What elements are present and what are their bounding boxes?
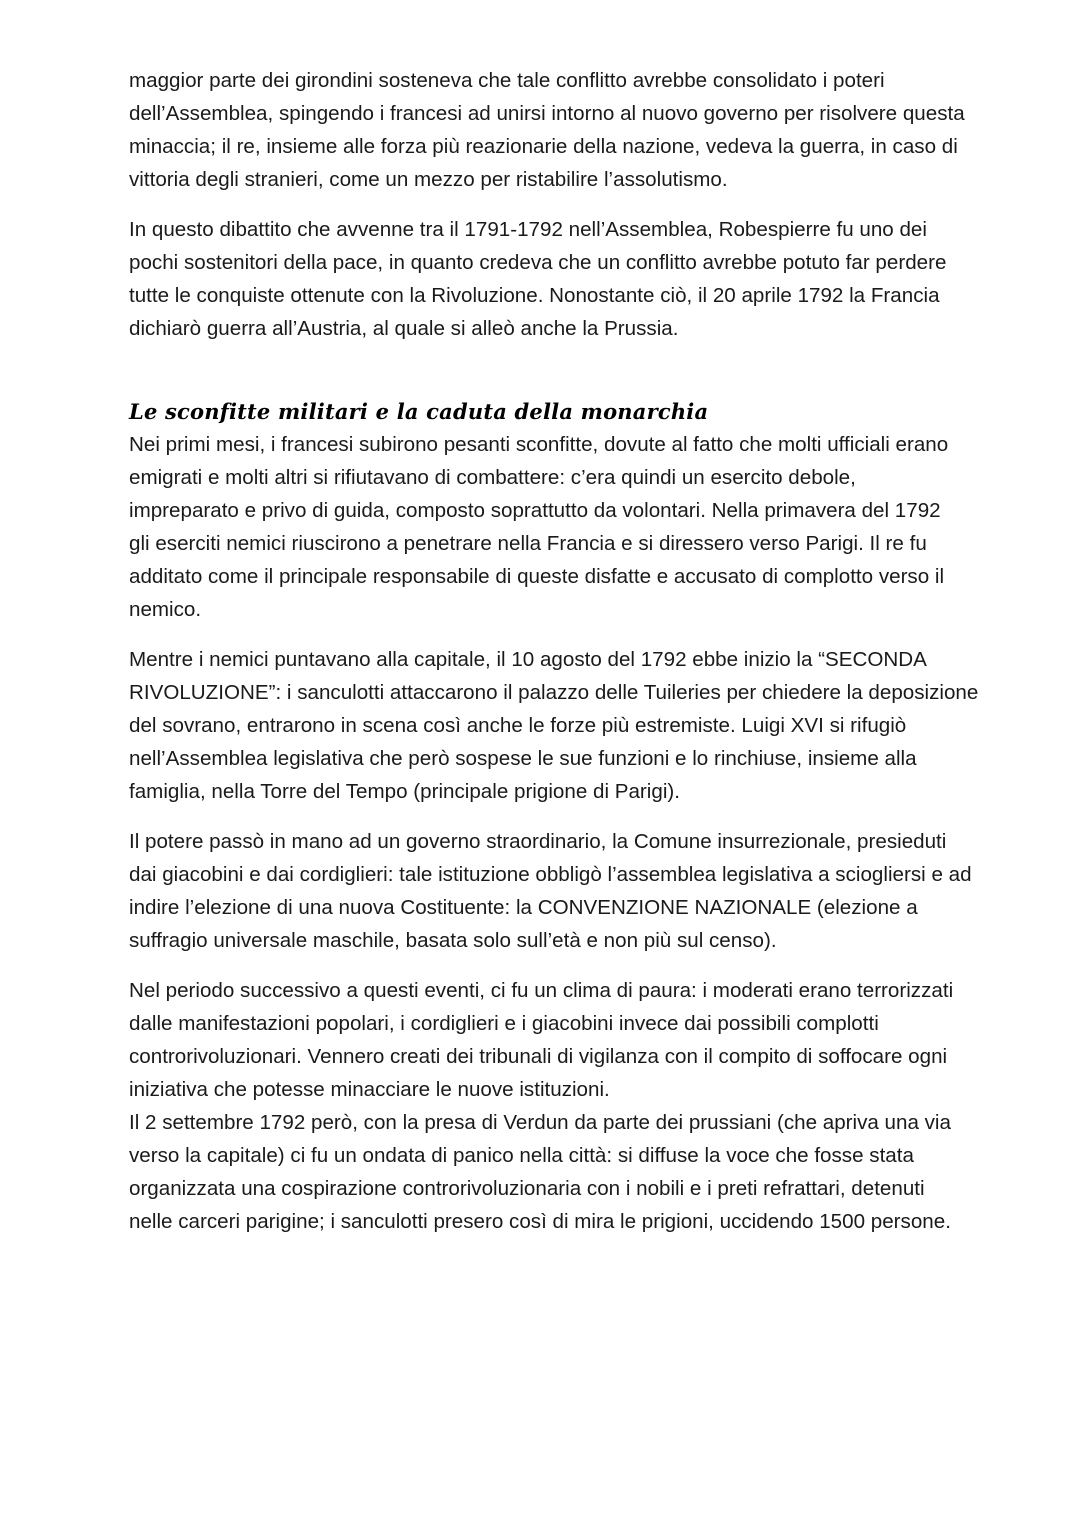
text-line: nell’Assemblea legislativa che però sospese le sue funzioni e lo rinchiuse, insieme alla [129, 747, 917, 770]
text-line: RIVOLUZIONE”: i sanculotti attaccarono il palazzo delle Tuileries per chiedere la deposizione [129, 681, 979, 704]
text-line: gli eserciti nemici riuscirono a penetrare nella Francia e si diressero verso Parigi. Il re fu [129, 532, 927, 555]
text-line: Il potere passò in mano ad un governo straordinario, la Comune insurrezionale, presieduti [129, 830, 947, 853]
text-line: tutte le conquiste ottenute con la Rivoluzione. Nonostante ciò, il 20 aprile 1792 la Francia [129, 284, 940, 307]
text-line: Nei primi mesi, i francesi subirono pesanti sconfitte, dovute al fatto che molti ufficiali erano [129, 433, 949, 456]
paragraph-sconfitte [129, 428, 1029, 626]
section-heading: Le sconfitte militari e la caduta della monarchia [129, 399, 709, 424]
text-line: vittoria degli stranieri, come un mezzo per ristabilire l’assolutismo. [129, 168, 728, 191]
paragraph-seconda-rivoluzione [129, 643, 1029, 808]
text-line: dichiarò guerra all’Austria, al quale si alleò anche la Prussia. [129, 317, 679, 340]
paragraph-spacer [129, 626, 1029, 643]
text-line: Il 2 settembre 1792 però, con la presa di Verdun da parte dei prussiani (che apriva una via [129, 1111, 951, 1134]
text-line: indire l’elezione di una nuova Costituente: la CONVENZIONE NAZIONALE (elezione a [129, 896, 918, 919]
paragraph-robespierre [129, 213, 1029, 345]
text-line: controrivoluzionari. Vennero creati dei tribunali di vigilanza con il compito di soffocare ogni [129, 1045, 948, 1068]
text-line: additato come il principale responsabile di queste disfatte e accusato di complotto verso il [129, 565, 945, 588]
text-line: Mentre i nemici puntavano alla capitale, il 10 agosto del 1792 ebbe inizio la “SECONDA [129, 648, 927, 671]
text-line: organizzata una cospirazione controrivoluzionaria con i nobili e i preti refrattari, detenuti [129, 1177, 925, 1200]
paragraph-clima-paura [129, 974, 1029, 1238]
paragraph-girondini [129, 64, 1029, 196]
text-line: maggior parte dei girondini sosteneva che tale conflitto avrebbe consolidato i poteri [129, 69, 885, 92]
paragraph-spacer [129, 808, 1029, 825]
text-line: iniziativa che potesse minacciare le nuove istituzioni. [129, 1078, 610, 1101]
text-line: del sovrano, entrarono in scena così anche le forze più estremiste. Luigi XVI si rifugiò [129, 714, 907, 737]
text-line: nelle carceri parigine; i sanculotti presero così di mira le prigioni, uccidendo 1500 persone. [129, 1210, 951, 1233]
text-line: suffragio universale maschile, basata solo sull’età e non più sul censo). [129, 929, 777, 952]
text-line: In questo dibattito che avvenne tra il 1791-1792 nell’Assemblea, Robespierre fu uno dei [129, 218, 927, 241]
document-page [129, 64, 1029, 1238]
text-line: dai giacobini e dai cordiglieri: tale istituzione obbligò l’assemblea legislativa a sciogliersi e ad [129, 863, 972, 886]
paragraph-spacer [129, 957, 1029, 974]
text-line: famiglia, nella Torre del Tempo (principale prigione di Parigi). [129, 780, 680, 803]
text-line: verso la capitale) ci fu un ondata di panico nella città: si diffuse la voce che fosse stata [129, 1144, 914, 1167]
text-line: dell’Assemblea, spingendo i francesi ad unirsi intorno al nuovo governo per risolvere questa [129, 102, 965, 125]
paragraph-spacer [129, 196, 1029, 213]
text-line: minaccia; il re, insieme alle forza più reazionarie della nazione, vedeva la guerra, in caso di [129, 135, 958, 158]
text-line: nemico. [129, 598, 202, 621]
paragraph-comune [129, 825, 1029, 957]
text-line: emigrati e molti altri si rifiutavano di combattere: c’era quindi un esercito debole, [129, 466, 856, 489]
section-spacer [129, 345, 1029, 395]
text-line: dalle manifestazioni popolari, i cordiglieri e i giacobini invece dai possibili complotti [129, 1012, 879, 1035]
text-line: pochi sostenitori della pace, in quanto credeva che un conflitto avrebbe potuto far perdere [129, 251, 947, 274]
text-line: Nel periodo successivo a questi eventi, ci fu un clima di paura: i moderati erano terrorizzati [129, 979, 954, 1002]
text-line: impreparato e privo di guida, composto soprattutto da volontari. Nella primavera del 1792 [129, 499, 941, 522]
